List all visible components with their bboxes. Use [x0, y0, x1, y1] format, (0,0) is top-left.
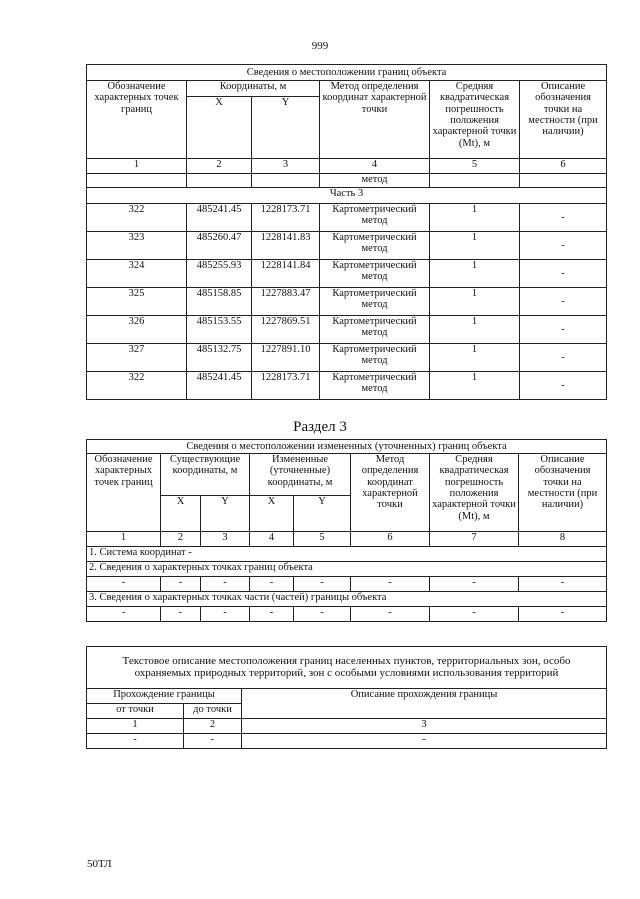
method: Картометрический метод	[320, 260, 430, 288]
error: 1	[430, 372, 520, 400]
header-y: Y	[294, 496, 351, 532]
coord-y: 1228173.71	[252, 204, 320, 232]
method: Картометрический метод	[320, 204, 430, 232]
part-label: Часть 3	[87, 188, 607, 204]
carry-over-text: метод	[320, 174, 430, 188]
header-y: Y	[201, 496, 250, 532]
col-num: 7	[430, 532, 519, 547]
point-id: 322	[87, 372, 187, 400]
col-num: 2	[161, 532, 201, 547]
coord-x: 485241.45	[187, 204, 252, 232]
col-num: 5	[430, 159, 520, 174]
coord-y: 1228173.71	[252, 372, 320, 400]
description: -	[520, 316, 607, 344]
point-id: 325	[87, 288, 187, 316]
header-description: Описание обозначения точки на местности (при наличии)	[519, 454, 607, 532]
coord-x: 485255.93	[187, 260, 252, 288]
changed-boundary-table	[86, 439, 607, 622]
header-x: X	[161, 496, 201, 532]
table-row	[87, 372, 607, 400]
header-from: от точки	[87, 704, 184, 719]
table-row	[87, 288, 607, 316]
header-method: Метод определения координат характерной точки	[320, 81, 430, 159]
table-row	[87, 232, 607, 260]
error: 1	[430, 260, 520, 288]
description: -	[520, 372, 607, 400]
col-num: 6	[520, 159, 607, 174]
header-error: Средняя квадратическая погрешность положения характерной точки (Mt), м	[430, 454, 519, 532]
error: 1	[430, 232, 520, 260]
col-num: 4	[250, 532, 294, 547]
col-num: 8	[519, 532, 607, 547]
col-num: 3	[252, 159, 320, 174]
table-row: - - -	[87, 734, 607, 749]
coord-x: 485241.45	[187, 372, 252, 400]
table-title: Текстовое описание местоположения границ населенных пунктов, территориальных зон, особо охраняемых природных территорий, зон с особыми условиями использования территорий	[87, 647, 607, 689]
description: -	[520, 344, 607, 372]
col-num: 2	[187, 159, 252, 174]
col-num: 5	[294, 532, 351, 547]
col-num: 6	[351, 532, 430, 547]
header-x: X	[250, 496, 294, 532]
method: Картометрический метод	[320, 344, 430, 372]
col-num: 1	[87, 532, 161, 547]
method: Картометрический метод	[320, 316, 430, 344]
header-to: до точки	[184, 704, 242, 719]
coord-y: 1227869.51	[252, 316, 320, 344]
point-id: 326	[87, 316, 187, 344]
table-row	[87, 260, 607, 288]
point-id: 327	[87, 344, 187, 372]
coord-y: 1227883.47	[252, 288, 320, 316]
boundary-points-table	[86, 64, 607, 400]
header-changed-coordinates: Измененные (уточненные) координаты, м	[250, 454, 351, 496]
error: 1	[430, 344, 520, 372]
error: 1	[430, 316, 520, 344]
boundary-points-line: 2. Сведения о характерных точках границ объекта	[87, 562, 607, 577]
table-row	[87, 204, 607, 232]
header-y: Y	[252, 97, 320, 159]
point-id: 324	[87, 260, 187, 288]
coord-y: 1228141.84	[252, 260, 320, 288]
header-error: Средняя квадратическая погрешность положения характерной точки (Mt), м	[430, 81, 520, 159]
text-description-table	[86, 646, 607, 749]
header-description: Описание обозначения точки на местности (при наличии)	[520, 81, 607, 159]
coord-y: 1227891.10	[252, 344, 320, 372]
description: -	[520, 288, 607, 316]
part-points-line: 3. Сведения о характерных точках части (частей) границы объекта	[87, 592, 607, 607]
section-title: Раздел 3	[293, 419, 347, 435]
coord-x: 485260.47	[187, 232, 252, 260]
coordinate-system-line: 1. Система координат -	[87, 547, 607, 562]
method: Картометрический метод	[320, 372, 430, 400]
header-description: Описание прохождения границы	[242, 689, 607, 719]
header-designation: Обозначение характерных точек границ	[87, 454, 161, 532]
header-x: X	[187, 97, 252, 159]
coord-x: 485153.55	[187, 316, 252, 344]
header-existing-coordinates: Существующие координаты, м	[161, 454, 250, 496]
error: 1	[430, 288, 520, 316]
table-title: Сведения о местоположении границ объекта	[87, 65, 607, 81]
header-passage: Прохождение границы	[87, 689, 242, 704]
col-num: 1	[87, 159, 187, 174]
table-title: Сведения о местоположении измененных (уточненных) границ объекта	[87, 440, 607, 454]
col-num: 4	[320, 159, 430, 174]
coord-y: 1228141.83	[252, 232, 320, 260]
method: Картометрический метод	[320, 232, 430, 260]
coord-x: 485132.75	[187, 344, 252, 372]
method: Картометрический метод	[320, 288, 430, 316]
table-row: - - - - - - - -	[87, 607, 607, 622]
table-row	[87, 344, 607, 372]
header-designation: Обозначение характерных точек границ	[87, 81, 187, 159]
description: -	[520, 260, 607, 288]
col-num: 3	[242, 719, 607, 734]
table-row: - - - - - - - -	[87, 577, 607, 592]
page-number: 999	[311, 40, 329, 52]
description: -	[520, 232, 607, 260]
col-num: 3	[201, 532, 250, 547]
error: 1	[430, 204, 520, 232]
footer-code: 50ТЛ	[87, 858, 112, 870]
point-id: 323	[87, 232, 187, 260]
col-num: 2	[184, 719, 242, 734]
header-coordinates: Координаты, м	[187, 81, 320, 97]
description: -	[520, 204, 607, 232]
col-num: 1	[87, 719, 184, 734]
coord-x: 485158.85	[187, 288, 252, 316]
table-row	[87, 316, 607, 344]
header-method: Метод определения координат характерной точки	[351, 454, 430, 532]
point-id: 322	[87, 204, 187, 232]
